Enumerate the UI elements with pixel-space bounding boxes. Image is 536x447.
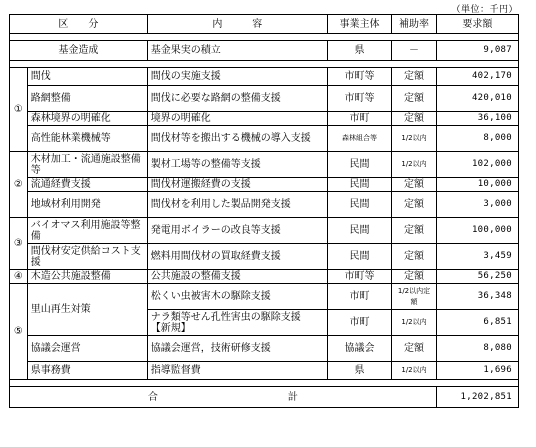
row-rate: 定額	[392, 244, 436, 270]
row-entity: 民間	[327, 192, 391, 218]
row-entity: 協議会	[327, 336, 391, 362]
row-category: 森林境界の明確化	[27, 112, 147, 126]
row-rate: 定額	[392, 336, 436, 362]
header-content: 内 容	[147, 15, 327, 34]
header-rate: 補助率	[392, 15, 436, 34]
row-content: 間伐の実施支援	[147, 68, 327, 86]
row-content: 松くい虫被害木の駆除支援	[147, 284, 327, 310]
row-category: 路網整備	[27, 86, 147, 112]
row-content: 公共施設の整備支援	[147, 270, 327, 284]
row-rate: 1/2以内	[392, 152, 436, 178]
row-amount: 10,000	[436, 178, 518, 192]
group-number: ⑤	[10, 284, 28, 380]
table-row	[10, 178, 519, 192]
row-rate: 定額	[392, 112, 436, 126]
group-number: ④	[10, 270, 28, 284]
row-content: 協議会運営，技術研修支援	[147, 336, 327, 362]
row-amount: 402,170	[436, 68, 518, 86]
table-row	[10, 270, 519, 284]
groups-body	[10, 68, 519, 380]
row-rate: 1/2以内	[392, 310, 436, 336]
group-number: ①	[10, 68, 28, 152]
row-rate: 定額	[392, 218, 436, 244]
table-row	[10, 41, 519, 61]
row-rate: 定額	[392, 270, 436, 284]
row-category: 木造公共施設整備	[27, 270, 147, 284]
row-amount: 3,459	[436, 244, 518, 270]
row-amount: 100,000	[436, 218, 518, 244]
row-entity: 市町等	[327, 86, 391, 112]
row-content: 指導監督費	[147, 362, 327, 380]
row-rate: 定額	[392, 192, 436, 218]
header-row	[10, 15, 519, 34]
row-entity: 市町等	[327, 270, 391, 284]
row-content: 間伐材を利用した製品開発支援	[147, 192, 327, 218]
row-category: 間伐	[27, 68, 147, 86]
fund-rate: －	[392, 41, 436, 61]
row-amount: 102,000	[436, 152, 518, 178]
header-entity: 事業主体	[327, 15, 391, 34]
row-amount: 56,250	[436, 270, 518, 284]
row-amount: 6,851	[436, 310, 518, 336]
row-rate: 定額	[392, 86, 436, 112]
group-number: ③	[10, 218, 28, 270]
header-category: 区 分	[10, 15, 148, 34]
table-row	[10, 244, 519, 270]
row-amount: 36,100	[436, 112, 518, 126]
row-content: 製材工場等の整備等支援	[147, 152, 327, 178]
row-content: 発電用ボイラーの改良等支援	[147, 218, 327, 244]
group-number: ②	[10, 152, 28, 218]
row-category: 協議会運営	[27, 336, 147, 362]
table-row	[10, 112, 519, 126]
budget-table	[9, 14, 519, 408]
fund-entity: 県	[327, 41, 391, 61]
table-row	[10, 126, 519, 152]
fund-content: 基金果実の積立	[147, 41, 327, 61]
row-entity: 民間	[327, 244, 391, 270]
table-row	[10, 152, 519, 178]
row-amount: 420,010	[436, 86, 518, 112]
row-category: 地域材利用開発	[27, 192, 147, 218]
total-label: 合 計	[10, 387, 437, 408]
row-content: 間伐材等を搬出する機械の導入支援	[147, 126, 327, 152]
row-rate: 定額	[392, 68, 436, 86]
row-entity: 市町等	[327, 68, 391, 86]
row-amount: 3,000	[436, 192, 518, 218]
table-row	[10, 192, 519, 218]
row-entity: 県	[327, 362, 391, 380]
row-entity: 民間	[327, 178, 391, 192]
row-rate: 1/2以内	[392, 126, 436, 152]
row-category: 流通経費支援	[27, 178, 147, 192]
table-row	[10, 362, 519, 380]
total-row	[10, 387, 519, 408]
fund-category: 基金造成	[10, 41, 148, 61]
row-entity: 市町	[327, 310, 391, 336]
row-amount: 36,348	[436, 284, 518, 310]
row-category: 木材加工・流通施設整備等	[27, 152, 147, 178]
header-amount: 要求額	[436, 15, 518, 34]
table-row	[10, 336, 519, 362]
row-entity: 民間	[327, 152, 391, 178]
row-content: 燃料用間伐材の買取経費支援	[147, 244, 327, 270]
row-category: 間伐材安定供給コスト支援	[27, 244, 147, 270]
row-category: 県事務費	[27, 362, 147, 380]
table-row	[10, 68, 519, 86]
row-entity: 森林組合等	[327, 126, 391, 152]
table-row	[10, 284, 519, 310]
total-amount: 1,202,851	[436, 387, 518, 408]
row-category: バイオマス利用施設等整備	[27, 218, 147, 244]
row-content: 間伐材運搬経費の支援	[147, 178, 327, 192]
row-entity: 市町	[327, 112, 391, 126]
row-amount: 8,000	[436, 126, 518, 152]
unit-note: （単位：千円）	[451, 5, 518, 15]
table-row	[10, 218, 519, 244]
table-row	[10, 86, 519, 112]
row-content: 間伐に必要な路網の整備支援	[147, 86, 327, 112]
row-content: ナラ類等せん孔性害虫の駆除支援 【新規】	[147, 310, 327, 336]
row-rate: 1/2以内	[392, 362, 436, 380]
row-category: 高性能林業機械等	[27, 126, 147, 152]
row-content: 境界の明確化	[147, 112, 327, 126]
row-entity: 市町	[327, 284, 391, 310]
fund-amount: 9,087	[436, 41, 518, 61]
row-entity: 民間	[327, 218, 391, 244]
row-rate: 1/2以内定額	[392, 284, 436, 310]
row-rate: 定額	[392, 178, 436, 192]
row-amount: 1,696	[436, 362, 518, 380]
row-category: 里山再生対策	[27, 284, 147, 336]
row-amount: 8,080	[436, 336, 518, 362]
